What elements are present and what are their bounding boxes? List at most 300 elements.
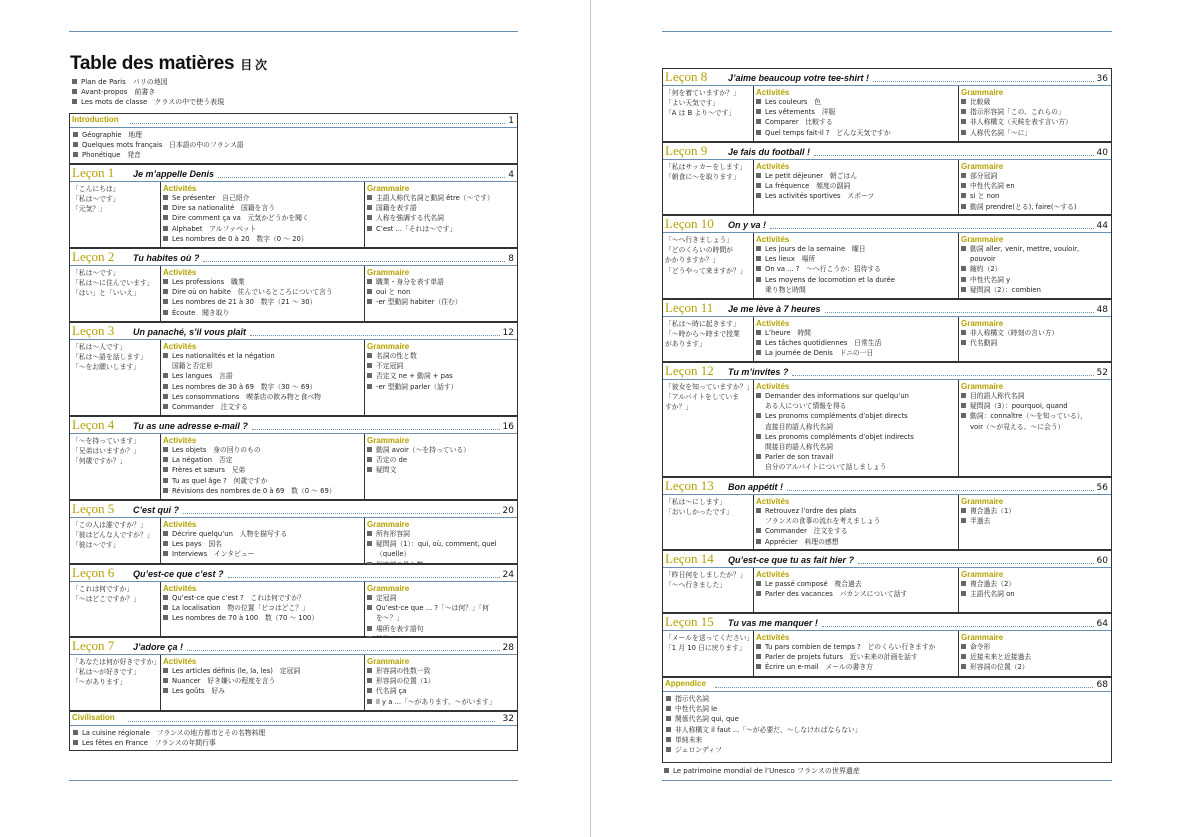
list-item[interactable] bbox=[756, 401, 956, 411]
list-item[interactable] bbox=[756, 411, 956, 421]
list-item[interactable] bbox=[163, 529, 362, 539]
grammaire-text: 人称代名詞「～に」 bbox=[970, 128, 1032, 137]
phrase-item: 「彼はどんな人ですか？」 bbox=[72, 531, 154, 540]
list-item[interactable] bbox=[756, 452, 956, 462]
grammaire-column bbox=[958, 631, 1111, 676]
lesson-header[interactable] bbox=[663, 614, 1111, 631]
grammaire-text: 部分冠詞 bbox=[970, 172, 998, 180]
bullet-icon bbox=[163, 551, 168, 556]
activites-text: Nuancer 好き嫌いの程度を言う bbox=[172, 677, 276, 686]
phrases-column bbox=[663, 495, 753, 549]
page-number: 44 bbox=[1096, 221, 1108, 231]
list-item[interactable] bbox=[756, 537, 956, 547]
list-item[interactable] bbox=[163, 613, 362, 623]
list-item[interactable] bbox=[961, 202, 1109, 212]
list-item[interactable] bbox=[367, 613, 515, 623]
phrases-column bbox=[70, 182, 160, 247]
phrase-item: 「これは何ですか」 bbox=[72, 585, 134, 593]
activites-text: 乗り物と時間 bbox=[765, 285, 806, 294]
list-item[interactable] bbox=[163, 445, 362, 455]
list-item[interactable]: Quelques mots français 日本語の中のフランス語 bbox=[73, 140, 514, 150]
bullet-icon bbox=[961, 173, 966, 178]
list-item[interactable] bbox=[756, 422, 956, 432]
list-item[interactable] bbox=[367, 361, 515, 371]
list-item[interactable] bbox=[367, 203, 515, 213]
phrase-item: 「おいしかったです」 bbox=[665, 508, 733, 517]
list-item[interactable]: Avant-propos 前書き bbox=[72, 87, 224, 97]
lesson-title: Tu as une adresse e-mail ? bbox=[133, 421, 248, 431]
list-item[interactable] bbox=[756, 254, 956, 264]
list-item[interactable] bbox=[756, 285, 956, 295]
list-item[interactable] bbox=[756, 107, 956, 117]
bullet-icon bbox=[961, 204, 966, 209]
list-item[interactable] bbox=[163, 539, 362, 549]
list-item[interactable] bbox=[163, 666, 362, 676]
activites-text: Écrire un e-mail メールの書き方 bbox=[765, 663, 873, 672]
bullet-icon bbox=[756, 539, 761, 544]
list-item[interactable] bbox=[163, 234, 362, 244]
bullet-icon bbox=[163, 205, 168, 210]
list-item[interactable] bbox=[756, 432, 956, 442]
activites-text: Le petit déjeuner 朝ごはん bbox=[765, 172, 858, 180]
grammaire-text: 中性代名詞 y bbox=[970, 275, 1011, 284]
activites-text: ある人について情報を得る bbox=[765, 402, 847, 411]
bullet-icon bbox=[163, 404, 168, 409]
list-item[interactable] bbox=[756, 506, 956, 516]
list-item[interactable] bbox=[163, 402, 362, 412]
page-number: 36 bbox=[1096, 74, 1108, 84]
list-item[interactable] bbox=[163, 476, 362, 486]
list-item[interactable] bbox=[961, 181, 1109, 191]
list-item[interactable] bbox=[367, 193, 515, 203]
lesson-label: Leçon 1 bbox=[72, 165, 115, 180]
lesson-columns bbox=[663, 568, 1111, 612]
activites-text: L’heure 時間 bbox=[765, 329, 811, 337]
list-item[interactable]: 関係代名詞 qui, que bbox=[666, 714, 1108, 724]
list-item[interactable] bbox=[163, 203, 362, 213]
list-item[interactable] bbox=[367, 539, 515, 549]
lesson-header[interactable] bbox=[663, 300, 1111, 317]
list-item[interactable] bbox=[961, 516, 1109, 526]
list-item[interactable] bbox=[961, 411, 1109, 421]
bullet-icon bbox=[666, 747, 671, 752]
list-item[interactable] bbox=[367, 697, 515, 707]
list-item[interactable] bbox=[367, 465, 515, 475]
bullet-icon bbox=[367, 299, 372, 304]
list-item[interactable] bbox=[367, 593, 515, 603]
grammaire-text: 動詞 aller, venir, mettre, vouloir, bbox=[970, 245, 1080, 253]
phrase-item: 「～はどこですか？」 bbox=[72, 595, 140, 604]
list-item[interactable] bbox=[756, 442, 956, 452]
lesson-columns bbox=[70, 266, 517, 321]
leader-dots bbox=[187, 650, 500, 651]
section-header[interactable] bbox=[663, 678, 1111, 692]
page-number: 56 bbox=[1096, 483, 1108, 493]
activites-text: Apprécier 料理の感想 bbox=[765, 537, 839, 546]
lesson-columns bbox=[70, 182, 517, 247]
bullet-icon bbox=[367, 373, 372, 378]
list-item[interactable] bbox=[163, 213, 362, 223]
lesson-header[interactable] bbox=[70, 565, 517, 582]
list-item[interactable] bbox=[756, 516, 956, 526]
lesson-section bbox=[69, 637, 518, 711]
bullet-icon bbox=[163, 478, 168, 483]
phrase-item: 「何歳ですか？」 bbox=[72, 457, 127, 466]
bullet-icon bbox=[756, 413, 761, 418]
phrase-item: 「はい」と「いいえ」 bbox=[72, 289, 140, 298]
section-header[interactable] bbox=[70, 712, 517, 726]
phrases-column bbox=[70, 266, 160, 321]
grammaire-text: 形容詞の位置（2） bbox=[970, 663, 1029, 672]
lesson-title: Tu m’invites ? bbox=[728, 367, 789, 377]
bullet-icon bbox=[163, 226, 168, 231]
list-item[interactable]: La cuisine régionale フランスの地方都市とその名物料理 bbox=[73, 728, 514, 738]
list-item[interactable] bbox=[756, 275, 956, 285]
list-item[interactable] bbox=[756, 579, 956, 589]
list-item[interactable] bbox=[163, 486, 362, 496]
list-item[interactable] bbox=[961, 264, 1109, 274]
list-item[interactable] bbox=[961, 338, 1109, 348]
list-item[interactable] bbox=[367, 351, 515, 361]
bullet-icon bbox=[367, 541, 372, 546]
grammaire-text: -er 型動詞 parler（話す） bbox=[376, 382, 458, 391]
lesson-title: J’adore ça ! bbox=[133, 642, 184, 652]
list-item[interactable] bbox=[163, 686, 362, 696]
list-item[interactable] bbox=[756, 264, 956, 274]
grammaire-column bbox=[364, 518, 517, 563]
list-item[interactable] bbox=[961, 275, 1109, 285]
list-item[interactable] bbox=[367, 549, 515, 559]
bullet-icon bbox=[961, 193, 966, 198]
list-item[interactable]: 指示代名詞 bbox=[666, 694, 1108, 704]
bullet-icon bbox=[961, 183, 966, 188]
lesson-columns bbox=[663, 86, 1111, 141]
activites-text: 間接目的語人称代名詞 bbox=[765, 443, 833, 452]
lesson-label: Leçon 6 bbox=[72, 565, 115, 580]
page-number: 1 bbox=[508, 116, 514, 126]
bullet-icon bbox=[163, 605, 168, 610]
list-item[interactable] bbox=[367, 529, 515, 539]
grammaire-column bbox=[364, 182, 517, 247]
bullet-icon bbox=[961, 393, 966, 398]
appendice-section bbox=[662, 677, 1112, 763]
list-item[interactable] bbox=[961, 285, 1109, 295]
bullet-icon bbox=[72, 79, 77, 84]
bullet-icon bbox=[961, 246, 966, 251]
list-item[interactable] bbox=[961, 589, 1109, 599]
activites-text: Tu pars combien de temps ? どのくらい行きますか bbox=[765, 643, 936, 651]
list-item[interactable] bbox=[367, 455, 515, 465]
list-item[interactable] bbox=[961, 244, 1109, 254]
phrase-item: 「1 月 10 日に戻ります」 bbox=[665, 644, 746, 653]
list-item[interactable] bbox=[367, 371, 515, 381]
lesson-header[interactable] bbox=[70, 249, 517, 266]
list-item[interactable] bbox=[756, 181, 956, 191]
grammaire-text: を～？」 bbox=[376, 614, 404, 623]
lesson-header[interactable] bbox=[663, 143, 1111, 160]
list-item[interactable] bbox=[367, 297, 515, 307]
list-item[interactable] bbox=[756, 191, 956, 201]
list-item[interactable] bbox=[367, 686, 515, 696]
list-item[interactable] bbox=[756, 391, 956, 401]
activites-text: 国籍と否定形 bbox=[172, 362, 213, 371]
list-item[interactable] bbox=[961, 652, 1109, 662]
list-item[interactable] bbox=[367, 676, 515, 686]
grammaire-text: 比較級 bbox=[970, 98, 991, 106]
list-item[interactable]: Les fêtes en France フランスの年間行事 bbox=[73, 738, 514, 748]
lesson-header[interactable] bbox=[663, 363, 1111, 380]
bullet-icon bbox=[163, 215, 168, 220]
list-item[interactable] bbox=[367, 277, 515, 287]
leader-dots bbox=[228, 577, 500, 578]
list-item[interactable] bbox=[163, 392, 362, 402]
activites-text: Tu as quel âge ? 何歳ですか bbox=[172, 476, 268, 485]
lesson-section bbox=[662, 550, 1112, 613]
list-item[interactable] bbox=[367, 624, 515, 634]
lesson-header[interactable] bbox=[70, 501, 517, 518]
page-number: 60 bbox=[1096, 556, 1108, 566]
grammaire-heading: Grammaire bbox=[961, 235, 1004, 244]
list-item[interactable] bbox=[756, 328, 956, 338]
page-number: 52 bbox=[1096, 368, 1108, 378]
phrase-item: 「私はサッカーをします」 bbox=[665, 163, 747, 171]
list-item[interactable] bbox=[756, 117, 956, 127]
activites-text: Dire sa nationalité 国籍を言う bbox=[172, 204, 276, 213]
phrase-item: すか？」 bbox=[665, 403, 693, 412]
lesson-header[interactable] bbox=[70, 165, 517, 182]
list-item[interactable] bbox=[367, 287, 515, 297]
phrases-column bbox=[70, 582, 160, 636]
activites-column bbox=[160, 434, 364, 499]
phrases-column bbox=[663, 631, 753, 676]
list-item[interactable]: ジェロンディフ bbox=[666, 745, 1108, 755]
grammaire-text: 代名動詞 bbox=[970, 339, 998, 348]
bullet-icon bbox=[367, 384, 372, 389]
lesson-title: Je m’appelle Denis bbox=[133, 169, 215, 179]
list-item[interactable] bbox=[367, 603, 515, 613]
activites-column bbox=[753, 495, 958, 549]
lesson-header[interactable] bbox=[663, 216, 1111, 233]
list-item[interactable] bbox=[756, 642, 956, 652]
bullet-icon bbox=[367, 595, 372, 600]
footer-note[interactable]: Le patrimoine mondial de l’Unesco フランスの世界遺産 bbox=[664, 766, 860, 776]
list-item[interactable] bbox=[961, 642, 1109, 652]
activites-text: Les jours de la semaine 曜日 bbox=[765, 245, 866, 253]
list-item[interactable] bbox=[961, 328, 1109, 338]
grammaire-text: 不定冠詞 bbox=[376, 362, 404, 371]
list-item[interactable] bbox=[163, 676, 362, 686]
section-items bbox=[70, 726, 517, 750]
activites-text: La négation 否定 bbox=[172, 456, 233, 465]
activites-heading: Activités bbox=[756, 162, 790, 171]
grammaire-text: 縮約（2） bbox=[970, 265, 1002, 274]
list-item[interactable] bbox=[163, 351, 362, 361]
bullet-icon bbox=[73, 142, 78, 147]
grammaire-column bbox=[958, 495, 1111, 549]
bullet-icon bbox=[961, 591, 966, 596]
activites-text: Les moyens de locomotion et la durée bbox=[765, 275, 895, 284]
list-item[interactable] bbox=[961, 401, 1109, 411]
list-item[interactable] bbox=[163, 549, 362, 559]
activites-text: Les nombres de 70 à 100 数（70 ～ 100） bbox=[172, 614, 319, 623]
grammaire-text: 目的語人称代名詞 bbox=[970, 392, 1025, 400]
grammaire-text: 所有形容詞 bbox=[376, 530, 410, 538]
bullet-icon bbox=[367, 353, 372, 358]
list-item[interactable] bbox=[961, 171, 1109, 181]
lesson-section bbox=[69, 322, 518, 416]
list-item[interactable] bbox=[756, 662, 956, 672]
bullet-icon bbox=[756, 130, 761, 135]
list-item[interactable] bbox=[163, 287, 362, 297]
list-item[interactable] bbox=[961, 107, 1109, 117]
list-item[interactable] bbox=[163, 593, 362, 603]
grammaire-text: 命令形 bbox=[970, 643, 991, 651]
list-item[interactable] bbox=[367, 382, 515, 392]
right-top-rule bbox=[662, 31, 1112, 32]
phrases-column bbox=[663, 380, 753, 476]
list-item[interactable]: Phonétique 発音 bbox=[73, 150, 514, 160]
bullet-icon bbox=[756, 193, 761, 198]
lesson-header[interactable] bbox=[663, 69, 1111, 86]
activites-text: Les activités sportives スポーツ bbox=[765, 192, 875, 201]
bullet-icon bbox=[756, 173, 761, 178]
list-item[interactable] bbox=[163, 308, 362, 318]
bullet-icon bbox=[961, 287, 966, 292]
activites-column bbox=[753, 631, 958, 676]
list-item[interactable] bbox=[367, 666, 515, 676]
list-item[interactable] bbox=[756, 244, 956, 254]
list-item[interactable] bbox=[961, 391, 1109, 401]
grammaire-column bbox=[364, 582, 517, 636]
bullet-icon bbox=[163, 373, 168, 378]
list-item[interactable] bbox=[961, 254, 1109, 264]
list-item[interactable] bbox=[961, 422, 1109, 432]
list-item[interactable] bbox=[756, 526, 956, 536]
activites-text: Les pronoms compléments d’objet directs bbox=[765, 412, 908, 421]
bullet-icon bbox=[163, 678, 168, 683]
phrase-item: 「朝食に～を取ります」 bbox=[665, 173, 740, 182]
lesson-section bbox=[662, 68, 1112, 142]
lesson-columns bbox=[70, 655, 517, 710]
list-item[interactable] bbox=[961, 128, 1109, 138]
list-item[interactable]: Géographie 地理 bbox=[73, 130, 514, 140]
list-item[interactable]: Les mots de classe クラスの中で使う表現 bbox=[72, 97, 224, 107]
activites-text: Les objets 身の回りのもの bbox=[172, 446, 261, 454]
list-item[interactable] bbox=[961, 579, 1109, 589]
lesson-label: Leçon 14 bbox=[665, 551, 714, 566]
lesson-header[interactable] bbox=[663, 551, 1111, 568]
list-item[interactable] bbox=[756, 348, 956, 358]
bullet-icon bbox=[756, 99, 761, 104]
list-item[interactable] bbox=[961, 117, 1109, 127]
lesson-header[interactable] bbox=[663, 478, 1111, 495]
grammaire-text: 動詞 avoir（～を持っている） bbox=[376, 446, 470, 454]
list-item[interactable]: 単純未来 bbox=[666, 735, 1108, 745]
list-item[interactable]: 非人称構文 il faut ...「～が必要だ、～しなければならない」 bbox=[666, 725, 1108, 735]
bullet-icon bbox=[163, 541, 168, 546]
list-item[interactable] bbox=[163, 224, 362, 234]
leader-dots bbox=[787, 490, 1094, 491]
activites-column bbox=[160, 266, 364, 321]
bullet-icon bbox=[163, 668, 168, 673]
activites-column bbox=[160, 182, 364, 247]
list-item[interactable] bbox=[756, 462, 956, 472]
list-item[interactable] bbox=[163, 382, 362, 392]
lesson-title: Je fais du football ! bbox=[728, 147, 811, 157]
leader-dots bbox=[858, 563, 1094, 564]
list-item[interactable] bbox=[756, 128, 956, 138]
grammaire-text: C’est ...「それは～です」 bbox=[376, 224, 457, 233]
list-item[interactable] bbox=[756, 171, 956, 181]
list-item[interactable] bbox=[961, 662, 1109, 672]
leader-dots bbox=[792, 375, 1094, 376]
activites-text: Les consommations 喫茶店の飲み物と食べ物 bbox=[172, 392, 321, 401]
activites-heading: Activités bbox=[163, 184, 197, 193]
lesson-columns bbox=[663, 495, 1111, 549]
bullet-icon bbox=[367, 467, 372, 472]
bullet-icon bbox=[367, 626, 372, 631]
lesson-header[interactable] bbox=[70, 323, 517, 340]
grammaire-heading: Grammaire bbox=[367, 520, 410, 529]
list-item[interactable] bbox=[163, 465, 362, 475]
list-item[interactable] bbox=[367, 224, 515, 234]
list-item[interactable] bbox=[756, 652, 956, 662]
list-item[interactable] bbox=[163, 603, 362, 613]
list-item[interactable] bbox=[163, 297, 362, 307]
lesson-label: Leçon 15 bbox=[665, 614, 714, 629]
phrase-item: 「昨日何をしましたか？」 bbox=[665, 571, 747, 579]
list-item[interactable] bbox=[961, 191, 1109, 201]
lesson-columns bbox=[70, 518, 517, 563]
activites-heading: Activités bbox=[163, 584, 197, 593]
grammaire-column bbox=[958, 568, 1111, 612]
list-item[interactable] bbox=[756, 589, 956, 599]
bullet-icon bbox=[961, 664, 966, 669]
page-number: 32 bbox=[502, 714, 514, 724]
lesson-header[interactable] bbox=[70, 417, 517, 434]
lesson-columns bbox=[663, 317, 1111, 361]
list-item[interactable] bbox=[961, 97, 1109, 107]
activites-text: Les nombres de 30 à 69 数字（30 ～ 69） bbox=[172, 382, 317, 391]
list-item[interactable] bbox=[367, 445, 515, 455]
activites-text: Les lieux 場所 bbox=[765, 255, 816, 264]
lesson-title: Qu’est-ce que c’est ? bbox=[133, 569, 224, 579]
list-item[interactable] bbox=[163, 361, 362, 371]
list-item[interactable] bbox=[756, 338, 956, 348]
list-item[interactable] bbox=[163, 455, 362, 465]
phrase-item: 「メールを送ってください」 bbox=[665, 634, 754, 642]
list-item[interactable] bbox=[163, 277, 362, 287]
lesson-label: Leçon 4 bbox=[72, 417, 115, 432]
lesson-label: Leçon 5 bbox=[72, 501, 115, 516]
list-item[interactable] bbox=[756, 97, 956, 107]
list-item[interactable]: Plan de Paris パリの地図 bbox=[72, 77, 224, 87]
list-item[interactable] bbox=[163, 193, 362, 203]
list-item[interactable] bbox=[961, 506, 1109, 516]
activites-column bbox=[160, 582, 364, 636]
list-item[interactable] bbox=[163, 371, 362, 381]
lesson-header[interactable] bbox=[70, 638, 517, 655]
activites-column bbox=[160, 655, 364, 710]
grammaire-text: 職業・身分を表す単語 bbox=[376, 278, 444, 286]
section-label: Appendice bbox=[665, 679, 706, 688]
list-item[interactable]: 中性代名詞 le bbox=[666, 704, 1108, 714]
list-item[interactable] bbox=[367, 213, 515, 223]
bullet-icon bbox=[666, 696, 671, 701]
lesson-section bbox=[662, 477, 1112, 550]
section-header[interactable] bbox=[70, 114, 517, 128]
lesson-label: Leçon 9 bbox=[665, 143, 708, 158]
